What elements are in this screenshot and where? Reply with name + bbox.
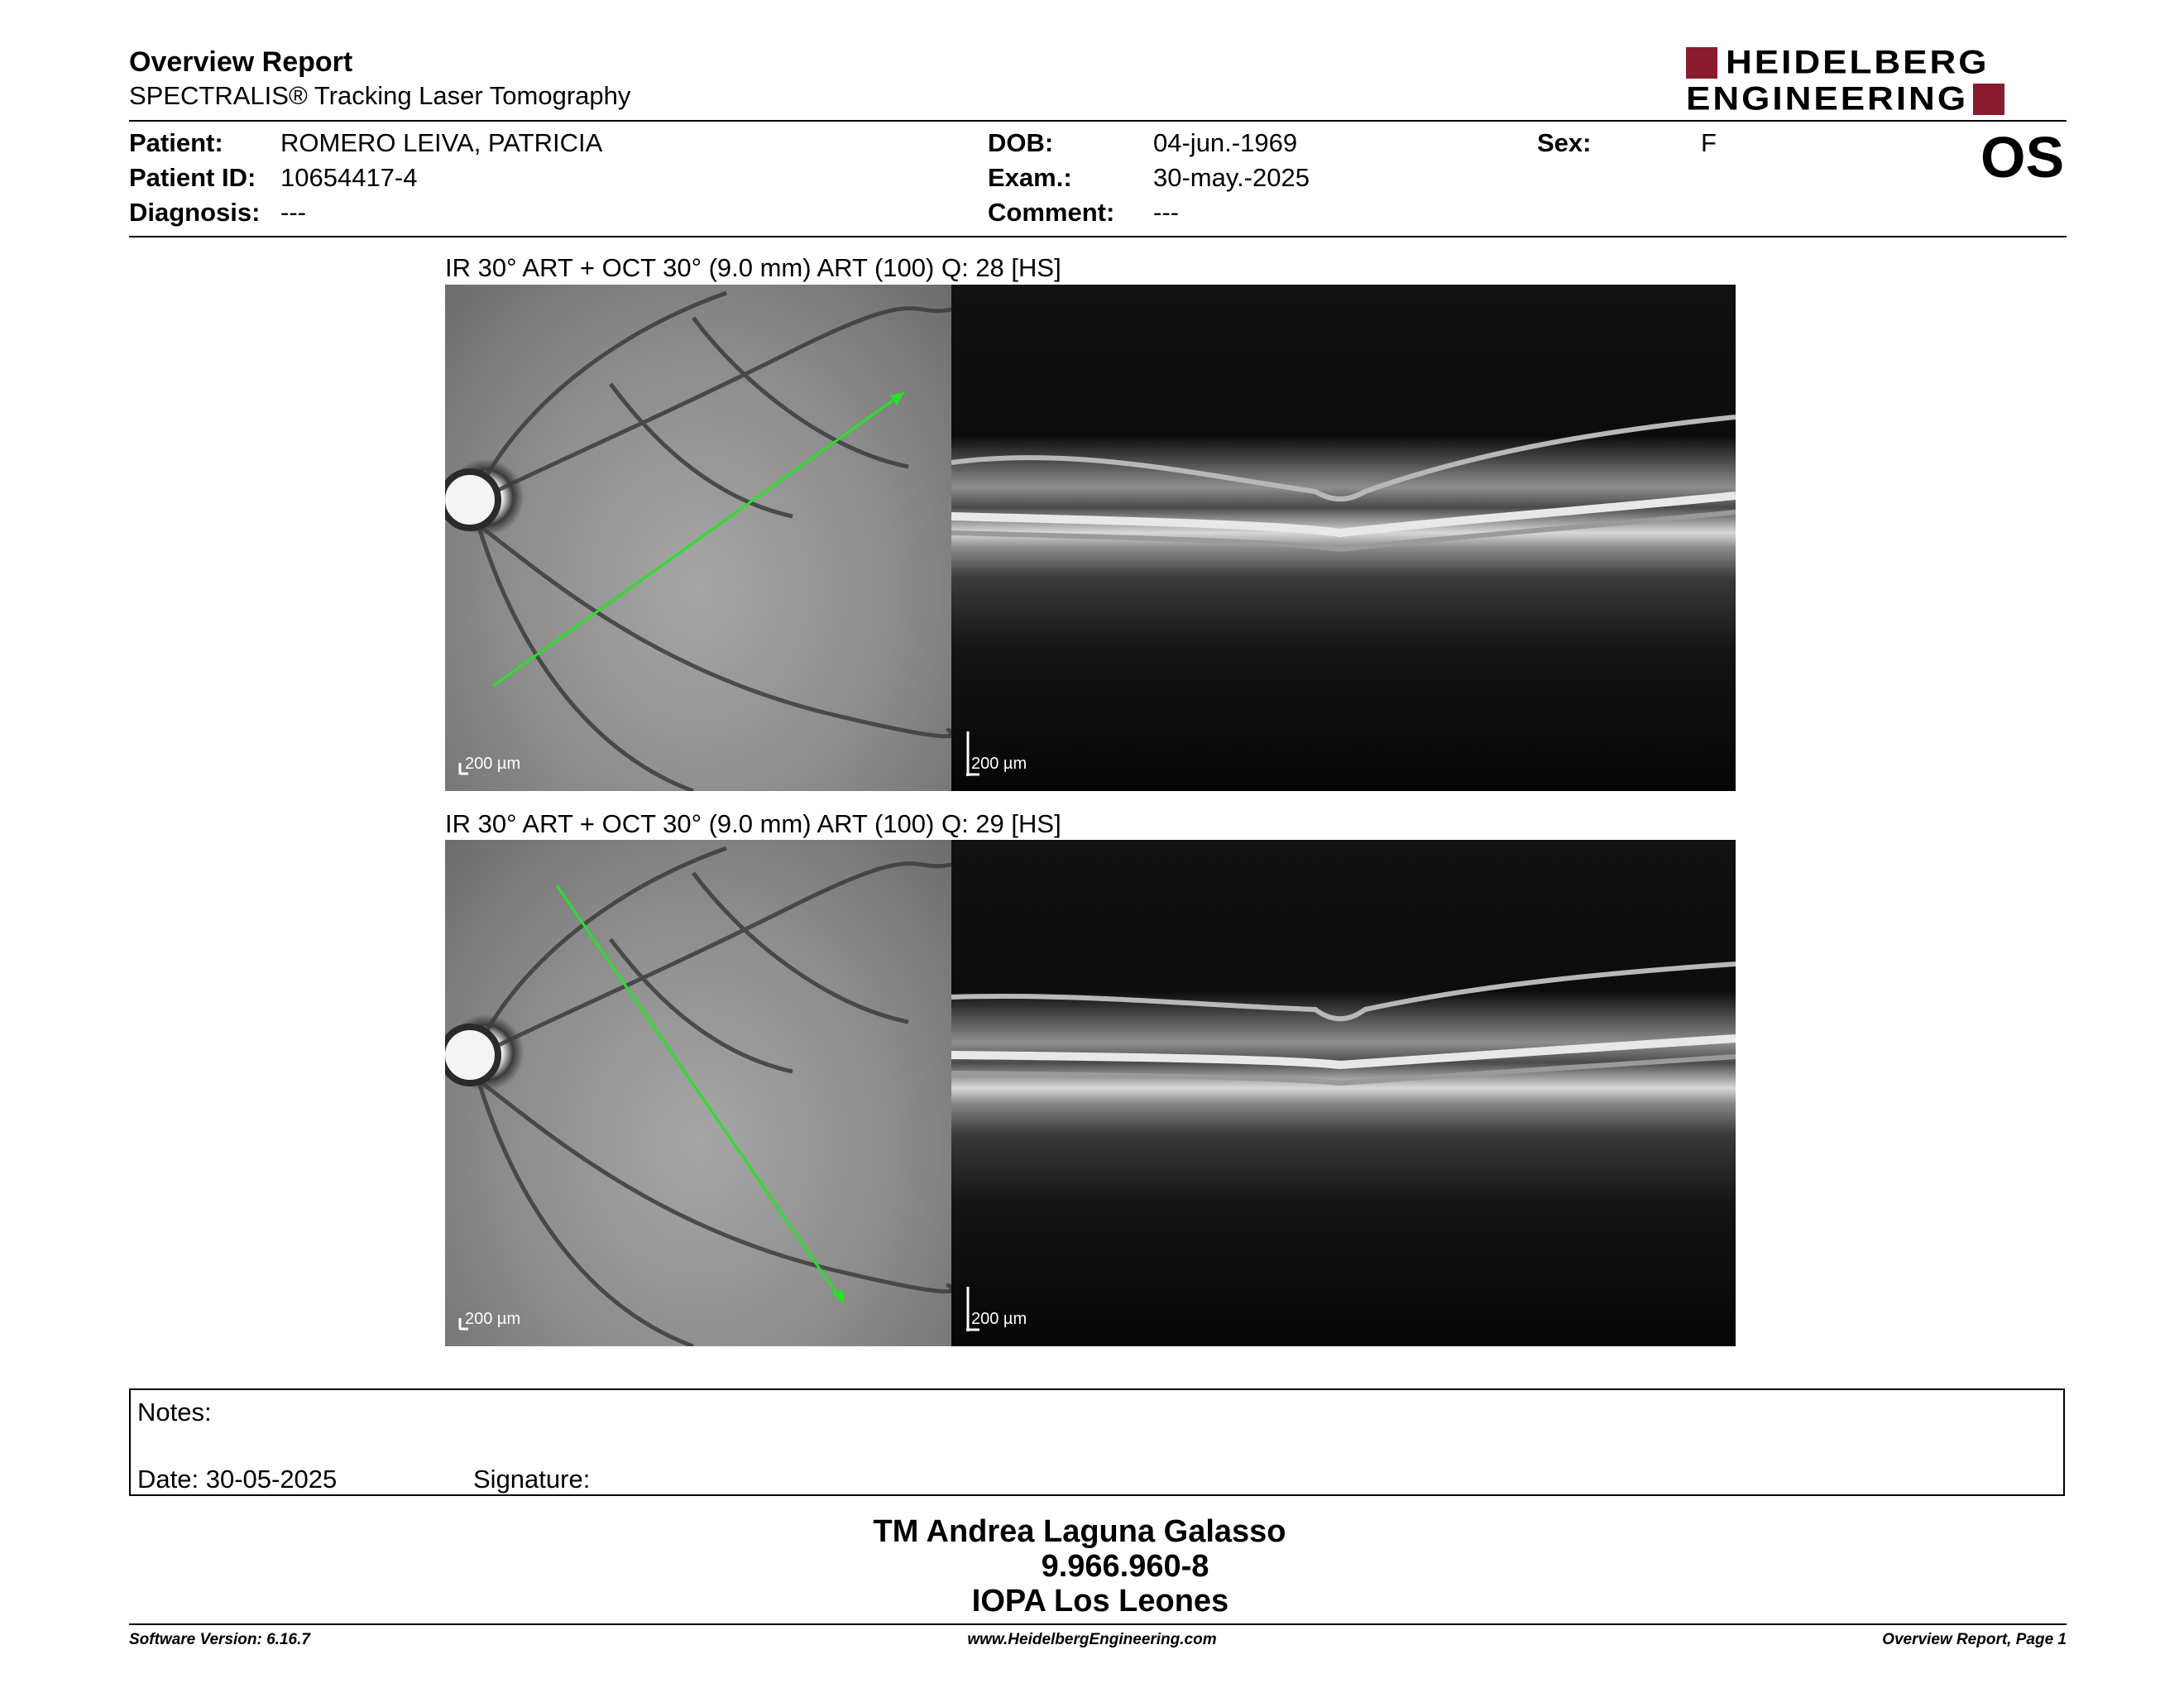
- diagnosis-label: Diagnosis:: [129, 198, 261, 227]
- comment-label: Comment:: [988, 198, 1115, 227]
- logo-text-top: HEIDELBERG: [1726, 44, 1990, 81]
- retinal-vessels-icon: [445, 285, 951, 791]
- header-divider: [129, 120, 2067, 122]
- oct-scale-label: 200 µm: [971, 755, 1027, 773]
- oct-layers-icon: [951, 840, 1736, 1346]
- dob-label: DOB:: [988, 128, 1054, 157]
- oct-scale-label: 200 µm: [971, 1310, 1027, 1328]
- dob-value: 04-jun.-1969: [1153, 128, 1298, 157]
- oct-bscan-image: [951, 840, 1736, 1346]
- patient-name: ROMERO LEIVA, PATRICIA: [280, 128, 603, 157]
- page-indicator: Overview Report, Page 1: [1882, 1631, 2067, 1648]
- date-label: Date: 30-05-2025: [137, 1465, 338, 1494]
- exam-label: Exam.:: [988, 163, 1072, 192]
- footer-divider: [129, 1623, 2067, 1625]
- oct-bscan-image: [951, 285, 1736, 791]
- signatory-id: 9.966.960-8: [1041, 1549, 1209, 1584]
- sex-label: Sex:: [1537, 128, 1592, 157]
- oct-layers-icon: [951, 285, 1736, 791]
- retinal-vessels-icon: [445, 840, 951, 1346]
- scan-caption: IR 30° ART + OCT 30° (9.0 mm) ART (100) Q: 29 [HS]: [445, 809, 1061, 838]
- website-link[interactable]: www.HeidelbergEngineering.com: [967, 1631, 1217, 1648]
- diagnosis-value: ---: [280, 198, 306, 227]
- report-subtitle: SPECTRALIS® Tracking Laser Tomography: [129, 81, 631, 110]
- patient-id: 10654417-4: [280, 163, 418, 192]
- ir-fundus-image: [445, 840, 951, 1346]
- notes-label: Notes:: [137, 1398, 212, 1427]
- eye-indicator: OS: [1980, 125, 2065, 189]
- sex-value: F: [1701, 128, 1717, 157]
- signature-label: Signature:: [473, 1465, 591, 1494]
- exam-value: 30-may.-2025: [1153, 163, 1310, 192]
- logo-square-icon: [1686, 47, 1717, 79]
- patient-id-label: Patient ID:: [129, 163, 256, 192]
- comment-value: ---: [1153, 198, 1179, 227]
- scan-caption: IR 30° ART + OCT 30° (9.0 mm) ART (100) Q: 28 [HS]: [445, 253, 1061, 282]
- notes-box: [129, 1388, 2065, 1496]
- patient-divider: [129, 236, 2067, 237]
- report-title: Overview Report: [129, 46, 353, 78]
- ir-fundus-image: [445, 285, 951, 791]
- software-version: Software Version: 6.16.7: [129, 1631, 310, 1648]
- ir-scale-label: 200 µm: [465, 1310, 521, 1328]
- signatory-name: TM Andrea Laguna Galasso: [873, 1514, 1286, 1549]
- logo-text-bottom: ENGINEERING: [1686, 80, 1969, 117]
- signatory-institution: IOPA Los Leones: [971, 1584, 1229, 1618]
- patient-label: Patient:: [129, 128, 223, 157]
- ir-scale-label: 200 µm: [465, 755, 521, 773]
- logo-square-icon: [1973, 84, 2004, 115]
